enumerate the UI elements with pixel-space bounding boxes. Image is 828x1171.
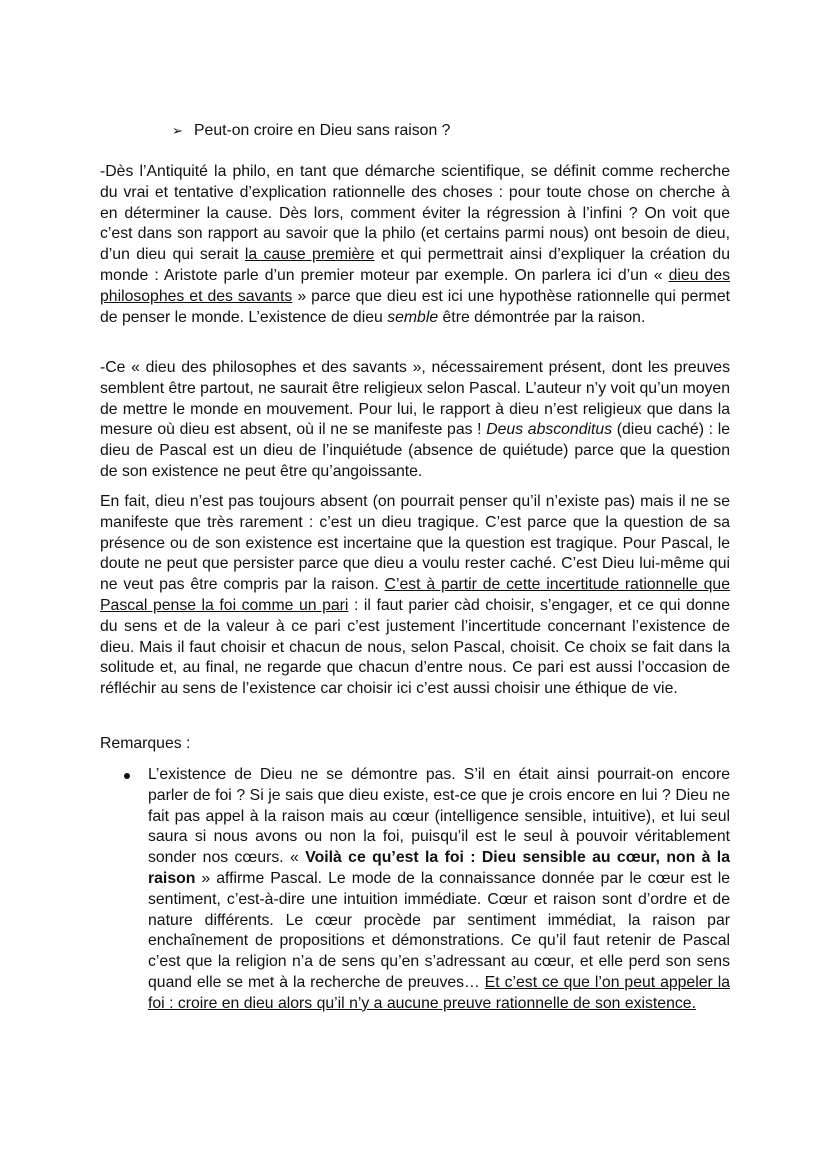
p1-text-3: » parce que dieu est ici une hypothèse rationnelle qui permet de penser le monde. L’existence de dieu bbox=[100, 287, 730, 326]
p1-text-4: être démontrée par la raison. bbox=[438, 308, 646, 326]
bullet-dot-icon bbox=[124, 773, 130, 779]
section-heading-text: Peut-on croire en Dieu sans raison ? bbox=[194, 122, 451, 139]
p2-text-2: (dieu caché) : le dieu de Pascal est un dieu de l’inquiétude (absence de quiétude) parce que la question de son existence ne peut être qu’angoissante. bbox=[100, 421, 730, 480]
p1-text-1: -Dès l’Antiquité la philo, en tant que démarche scientifique, se définit comme recherche du vrai et tentative d’explication rationnelle des choses : pour toute chose on cherche à en déterminer la cause. Dès lors, comment éviter la régression à l’infini ? On voit que c’est dans son rapport au savoir que la philo (et certains parmi nous) ont besoin de dieu, d’un dieu qui serait bbox=[100, 163, 730, 264]
b1-text-2: » affirme Pascal. Le mode de la connaissance donnée par le cœur est le sentiment, c’est-à-dire une intuition immédiate. Cœur et raison sont d’ordre et de nature différents. Le cœur procède par sentiment immédiat, la raison par enchaînement de propositions et démonstrations. Ce qu’il faut retenir de Pascal c’est que la religion n’a de sens qu’en s’adressant au cœur, et elle perd son sens quand elle se met à la recherche de preuves… bbox=[148, 869, 730, 991]
p1-text-2: et qui permettrait ainsi d’expliquer la création du monde : Aristote parle d’un premier moteur par exemple. On parlera ici d’un « bbox=[100, 246, 731, 284]
p1-underline-dieu-philosophes: dieu des philosophes et des savants bbox=[100, 266, 731, 305]
p3-underline-pari: C’est à partir de cette incertitude rationnelle que Pascal pense la foi comme un pari bbox=[100, 576, 730, 614]
p1-underline-cause: la cause première bbox=[244, 246, 375, 264]
paragraph-dieu-tragique bbox=[100, 492, 730, 700]
p1-italic-semble: semble bbox=[387, 308, 439, 326]
b1-bold-quote: Voilà ce qu’est la foi : Dieu sensible au cœur, non à la raison bbox=[148, 849, 730, 887]
paragraph-pascal-dieu-cache bbox=[100, 358, 730, 483]
paragraph-antiquity bbox=[100, 162, 730, 328]
arrow-bullet-icon: ➢ bbox=[172, 123, 183, 138]
remarks-label: Remarques : bbox=[100, 735, 191, 752]
p3-text-2: : il faut parier càd choisir, s’engager, et ce qui donne du sens et de la valeur à ce pari c’est justement l’incertitude concernant l’existence de dieu. Mais il faut choisir et chacun de nous, selon Pascal, choisit. Ce choix se fait dans la solitude et, au final, ne regarde que chacun d’entre nous. Ce pari est aussi l’occasion de réfléchir au sens de l’existence car choisir ici c’est aussi choisir une éthique de vie. bbox=[100, 596, 730, 698]
p3-text-1: En fait, dieu n’est pas toujours absent (on pourrait penser qu’il n’existe pas) mais il ne se manifeste que très rarement : c’est un dieu tragique. C’est parce que la question de sa présence ou de son existence est incertaine que la question est tragique. Pour Pascal, le doute ne peut que persister parce que dieu a voulu rester caché. C’est Dieu lui-même qui ne veut pas être compris par la raison. bbox=[100, 493, 730, 594]
b1-text-1: L’existence de Dieu ne se démontre pas. S’il en était ainsi pourrait-on encore parler de foi ? Si je sais que dieu existe, est-ce que je crois encore en lui ? Dieu ne fait pas appel à la raison mais au cœur (intelligence sensible, intuitive), et lui seul saura si nous avons ou non la foi, puisqu’il est le seul à pouvoir véritablement sonder nos cœurs. « bbox=[148, 766, 730, 867]
p2-italic-deus-absconditus: Deus absconditus bbox=[486, 421, 613, 439]
section-heading bbox=[172, 121, 450, 142]
p2-text-1: -Ce « dieu des philosophes et des savants », nécessairement présent, dont les preuves semblent être partout, ne saurait être religieux selon Pascal. L’auteur n’y voit qu’un moyen de mettre le monde en mouvement. Pour lui, le rapport à dieu n’est religieux que dans la mesure où dieu est absent, où il ne se manifeste pas ! bbox=[100, 359, 730, 439]
b1-underline-foi: Et c’est ce que l’on peut appeler la foi : croire en dieu alors qu’il n’y a aucune preuve rationnelle de son existence. bbox=[148, 973, 730, 1012]
remark-text bbox=[148, 765, 730, 1015]
